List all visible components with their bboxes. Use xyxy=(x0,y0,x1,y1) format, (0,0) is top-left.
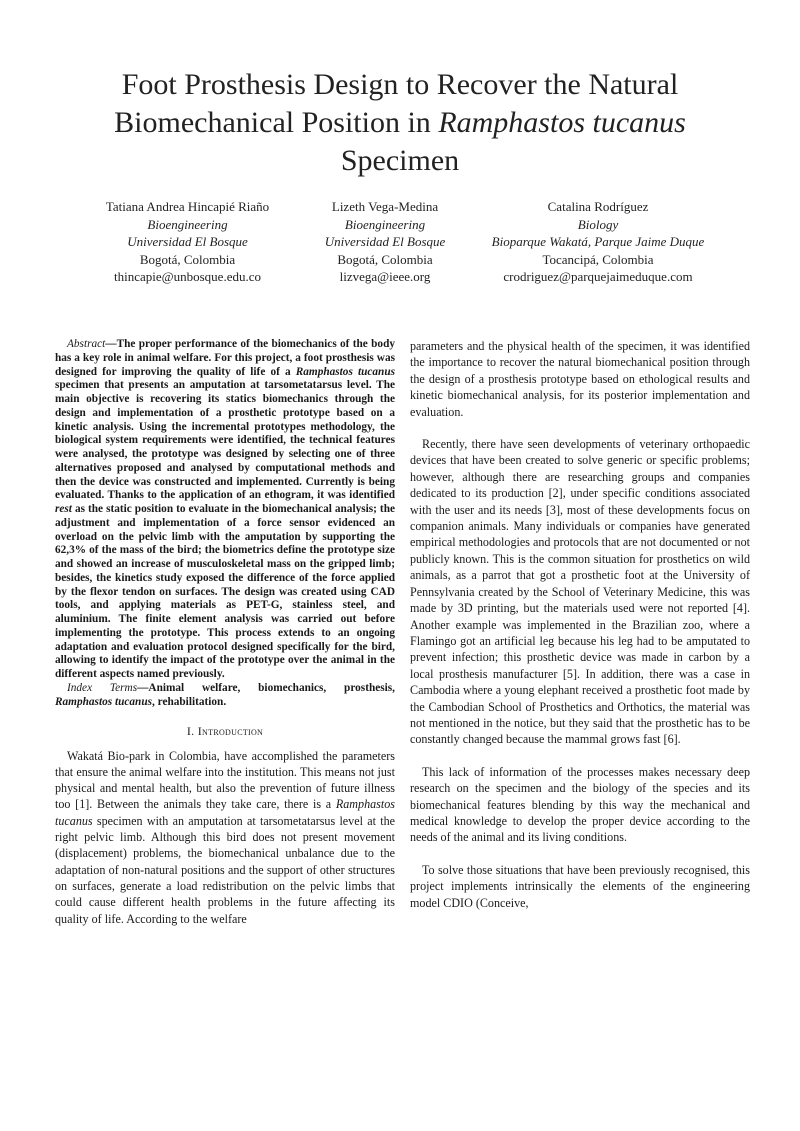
section-numeral: I. xyxy=(186,724,198,739)
left-column xyxy=(55,338,395,927)
author-email[interactable]: lizvega@ieee.org xyxy=(339,269,431,284)
author-institution: Universidad El Bosque xyxy=(127,234,248,249)
abstract-text-2: specimen that presents an amputation at tarsometatarsus level. The main objective is recovering its statics biomechanics through the design and implementation of a prosthetic prototype based on a kinetic analysis. Using the incremental prototypes methodology, the biological system requirements were identified, the technical features were analysed, the prototype was designed by selecting one of three alternatives proposed and analysed by computational methods and then the device was constructed and implemented. Currently is being evaluated. Thanks to the application of an ethogram, it was identified xyxy=(55,379,395,502)
author-institution: Bioparque Wakatá, Parque Jaime Duque xyxy=(491,234,705,249)
author-location: Bogotá, Colombia xyxy=(337,251,433,267)
intro-paragraph-2: Recently, there have seen developments of veterinary orthopaedic devices that have been created to solve generic or specific problems; however, although there are researching groups and companies dedicated to its production [2], under specific conditions associated with the user and its needs [3], most of these developments focus on companion animals. Many individuals or companies have generated empirical methodologies and protocols that are not documented or not publicly known. This is the common situation for prosthetics on wild animals, as a parrot that got a prosthetic foot at the University of Pennsylvania created by the School of Veterinary Medicine, this was made by 3D printing, but the materials used were not reported [4]. Another example was implemented in the Brazilian zoo, where a Flamingo got an artificial leg because his leg had to be amputated to prevent infection; this prosthetic device was made in carbon by a local prosthesis manufacturer [5]. In addition, there was a case in Cambodia where a young elephant received a prosthetic foot made by the Cambodian School of Prosthetics and Orthotics, the material was not mentioned in the notice, but they said that the prosthetic has to be constantly changed because the mammal grows fast [6]. xyxy=(410,437,750,747)
author-role: Bioengineering xyxy=(344,216,426,232)
abstract-label: Abstract xyxy=(67,338,106,350)
intro-paragraph-1 xyxy=(55,748,395,927)
author-email[interactable]: thincapie@unbosque.edu.co xyxy=(114,269,261,284)
author-block-1 xyxy=(85,198,290,286)
index-terms-text-1: —Animal welfare, biomechanics, prosthesis, xyxy=(137,681,396,694)
abstract-text-3: as the static position to evaluate in the biomechanical analysis; the adjustment and implementation of a force sensor evidenced an overload on the pelvic limb with the amputation by supporting the 62,3% of the mass of the bird; the biometrics define the prototype size and showed an increase of musculoskeletal mass on the gripped limb; besides, the kinetics study exposed the difference of the force applied by the flexor tendon on surfaces. The design was created using CAD tools, and applying materials as PET-G, stainless steel, and aluminium. The finite element analysis was carried out before implementing the prototype. This process extends to an ongoing adaptation and evaluation protocol designed specifically for the bird, allowing to identify the impact of the prototype over the animal in the different aspects named previously. xyxy=(55,503,395,680)
intro-paragraph-1-continued: parameters and the physical health of the specimen, it was identified the importance to recover the natural biomechanical position through the design of a prosthesis prototype based on ethological results and kinetic biomechanical analysis, for its posterior implementation and evaluation. xyxy=(410,339,750,419)
intro-text-1: Wakatá Bio-park in Colombia, have accomplished the parameters that ensure the animal welfare into the institution. This means not just physical and mental health, but also the prevention of future illness too [1]. Between the animals they take care, there is a xyxy=(55,748,395,812)
intro-text-1b: specimen with an amputation at tarsometatarsus level at the right pelvic limb. Although this bird does not present movement (displacement) problems, the biomechanical unbalance due to the adaptation of non-natural positions and the support of other structures on surfaces, generate a load redistribution on the pelvic limbs that could cause different health problems in the future affecting its quality of life. According to the welfare xyxy=(55,813,395,926)
intro-paragraph-4: To solve those situations that have been previously recognised, this project implements intrinsically the elements of the engineering model CDIO (Conceive, xyxy=(410,862,750,910)
author-block-2 xyxy=(300,198,470,286)
right-column xyxy=(410,338,750,911)
author-name: Catalina Rodríguez xyxy=(547,199,649,214)
author-name: Lizeth Vega-Medina xyxy=(331,199,439,214)
author-block-3 xyxy=(478,198,718,286)
section-heading-introduction xyxy=(55,723,395,739)
author-location: Tocancipá, Colombia xyxy=(542,251,654,267)
section-title: Introduction xyxy=(197,724,264,739)
index-terms-label: Index Terms xyxy=(67,681,138,694)
title-line-3: Specimen xyxy=(340,144,460,177)
author-location: Bogotá, Colombia xyxy=(139,251,236,267)
index-terms-species: Ramphastos tucanus xyxy=(55,695,152,708)
index-terms xyxy=(55,682,395,710)
index-terms-text-2: , rehabilitation. xyxy=(152,695,227,708)
title-species: Ramphastos tucanus xyxy=(438,106,686,139)
author-institution: Universidad El Bosque xyxy=(324,234,446,249)
title-line-1: Foot Prosthesis Design to Recover the Natural xyxy=(121,68,679,101)
author-name: Tatiana Andrea Hincapié Riaño xyxy=(105,199,270,214)
abstract-text-1: —The proper performance of the biomechanics of the body has a key role in animal welfare. For this project, a foot prosthesis was designed for improving the quality of life of a xyxy=(55,338,395,378)
abstract-rest: rest xyxy=(55,503,72,515)
author-role: Biology xyxy=(577,216,619,232)
paper-title xyxy=(60,66,740,180)
title-line-2-prefix: Biomechanical Position in xyxy=(114,106,439,139)
author-email[interactable]: crodriguez@parquejaimeduque.com xyxy=(503,269,693,284)
abstract-species: Ramphastos tucanus xyxy=(295,365,395,378)
title-line-2 xyxy=(60,104,740,142)
abstract xyxy=(55,338,395,682)
intro-species: Ramphastos tucanus xyxy=(55,797,395,828)
intro-paragraph-3: This lack of information of the processes makes necessary deep research on the specimen and the biology of the species and its biomechanical features blending by this way the mechanical and medical knowledge to develop the proper device according to the needs of the animal and its living conditions. xyxy=(410,764,750,845)
author-role: Bioengineering xyxy=(147,216,228,232)
